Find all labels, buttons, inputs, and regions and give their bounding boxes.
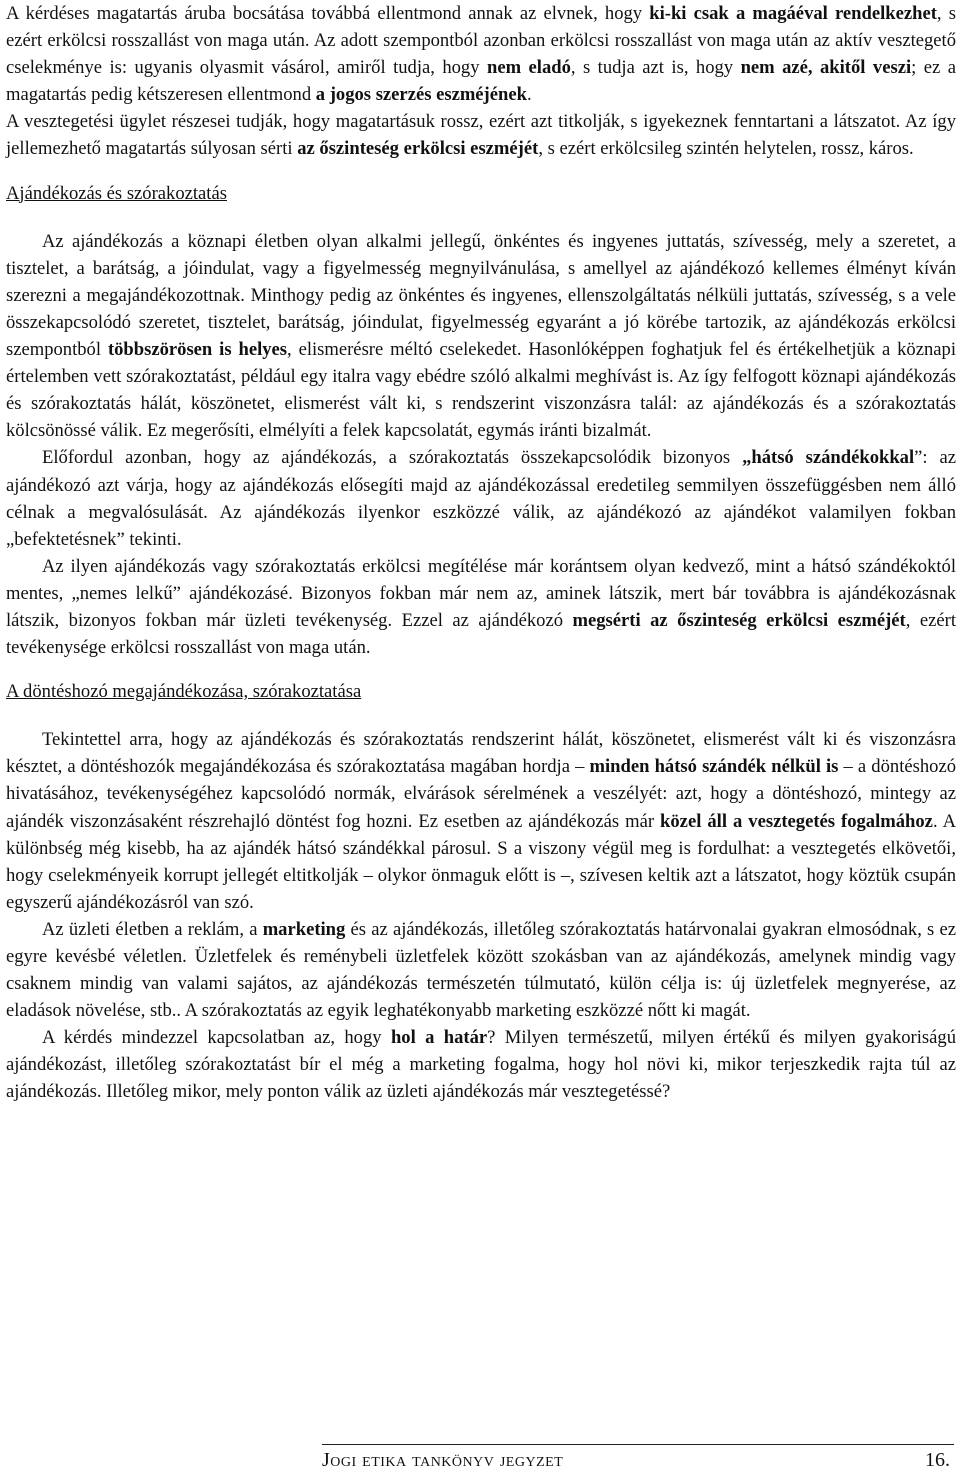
bold-text: minden hátsó szándék nélkül is (589, 756, 839, 778)
document-body (6, 0, 956, 1106)
text-run: , s ezért erkölcsi rosszallást von maga után. Az adott szempontból azonban erkölcsi rosszallást von maga után az aktív vesztegető cselekménye is: ugyanis olyasmit vásárol, amiről tudja, hogy (6, 3, 956, 79)
text-run: Az ilyen ajándékozás vagy szórakoztatás erkölcsi megítélése már korántsem olyan kedvező, mint a hátsó szándékoktól mentes, „nemes lelkű” ajándékozásé. Bizonyos fokban már nem az, aminek látszik, mert bár továbbra is ajándékozásnak látszik, bizonyos fokban már üzleti tevékenység. Ezzel az ajándékozó (6, 555, 956, 631)
text-run: , s ezért erkölcsileg szintén helytelen, rossz, káros. (538, 138, 914, 160)
paragraph (6, 0, 956, 108)
bold-text: marketing (262, 918, 346, 940)
text-run: – a döntéshozó hivatásához, tevékenységéhez kapcsolódó normák, elvárások sérelmének a veszélyét: azt, hogy a döntéshozó, mintegy az ajándék viszonzásaként részrehajló döntést fog hozni. Ez esetben az ajándékozás már (6, 756, 956, 832)
bold-text: hol a határ (390, 1027, 488, 1049)
paragraph (6, 553, 956, 661)
bold-text: megsérti az őszinteség erkölcsi eszméjét (572, 609, 906, 631)
text-run: Tekintettel arra, hogy az ajándékozás és szórakoztatás rendszerint hálát, köszönetet, elismerést vált ki és viszonzásra késztet, a döntéshozók megajándékozása és szórakoztatása magában hordja – (6, 729, 956, 778)
bold-text: a jogos szerzés eszméjének (315, 84, 527, 106)
text-run: A kérdéses magatartás áruba bocsátása továbbá ellentmond annak az elvnek, hogy (6, 3, 650, 24)
text-run: A kérdés mindezzel kapcsolatban az, hogy (42, 1027, 391, 1049)
text-run: ; ez a magatartás pedig kétszeresen ellentmond (6, 57, 956, 106)
paragraph (6, 726, 956, 916)
document-page (6, 0, 956, 1106)
text-run: , s tudja azt is, hogy (570, 57, 741, 79)
page-footer (0, 1444, 960, 1474)
text-run: , ezért tevékenysége erkölcsi rosszallást von maga után. (6, 609, 956, 659)
page-number: 16. (925, 1449, 950, 1471)
text-run: és az ajándékozás, illetőleg szórakoztatás határvonalai gyakran elmosódnak, s ez egyre kevésbé véletlen. Üzletfelek és reménybeli üzletfelek között szokásban van az ajándékozás, amelynek mindig vagy csaknem mindig van valami sajátos, az ajándékozás természetén túlmutató, külön célja is: új üzletfelek megnyerése, az eladások növelése, stb.. A szórakoztatás az egyik leghatékonyabb marketing eszközzé nőtt ki magát. (6, 918, 956, 1022)
paragraph (6, 916, 956, 1024)
paragraph (6, 108, 956, 162)
paragraph (6, 228, 956, 445)
section-heading: Ajándékozás és szórakoztatás (6, 182, 227, 204)
bold-text: az őszinteség erkölcsi eszméjét (297, 138, 539, 160)
section (6, 180, 956, 662)
text-run: , elismerésre méltó cselekedet. Hasonlóképpen foghatjuk fel és értékelhetjük a köznapi értelemben vett szórakoztatást, például egy italra vagy ebédre szóló alkalmi meghívást is. Az így felfogott köznapi ajándékozás és szórakoztatás hálát, köszönetet, elismerést vált ki, s rendszerint viszonzásra talál: az ajándékozás és a szórakoztatás kölcsönössé válik. Ez megerősíti, elmélyíti a felek kapcsolatát, egymás iránti bizalmát. (6, 339, 956, 442)
paragraph (6, 1024, 956, 1105)
bold-text: többszörösen is helyes (107, 339, 288, 361)
text-run: Az ajándékozás a köznapi életben olyan alkalmi jellegű, önkéntes és ingyenes juttatás, szívesség, mely a szeretet, a tisztelet, a barátság, a jóindulat, vagy a figyelmesség megnyilvánulása, s amellyel az ajándékozó kellemes élményt kíván szerezni a megajándékozottnak. Minthogy pedig az önkéntes és ingyenes, ellenszolgáltatás nélküli juttatás, szívesség, s a vele összekapcsolódó szeretet, tisztelet, barátság, jóindulat, figyelmesség egyaránt a jó körébe tartozik, az ajándékozás erkölcsi szempontból (6, 230, 956, 361)
paragraph (6, 444, 956, 552)
section (6, 0, 956, 163)
text-run: . A különbség még kisebb, ha az ajándék hátsó szándékkal párosul. S a viszony végül meg is fordulhat: a vesztegetés elkövetői, hogy cselekményeik korrupt jellegét eltitkolják – olykor önmaguk előtt is –, szívesen keltik azt a látszatot, hogy köztük csupán egyszerű ajándékozásról van szó. (6, 810, 956, 913)
text-run: ? Milyen természetű, milyen értékű és milyen gyakoriságú ajándékozást, illetőleg szórakoztatást bír el még a marketing fogalma, hogy hol növi ki, mikor terjeszkedik rajta túl az ajándékozás. Illetőleg mikor, mely ponton válik az üzleti ajándékozás már vesztegetéssé? (6, 1027, 957, 1103)
footer-title: Jogi etika tankönyv jegyzet (322, 1449, 564, 1471)
text-run: Az üzleti életben a reklám, a (42, 918, 263, 940)
bold-text: „hátsó szándékokkal (742, 447, 915, 469)
text-run: A vesztegetési ügylet részesei tudják, hogy magatartásuk rossz, ezért azt titkolják, s igyekeznek fenntartani a látszatot. Az így jellemezhető magatartás súlyosan sérti (6, 111, 956, 160)
section (6, 678, 956, 1105)
footer-rule (322, 1444, 954, 1445)
text-run: ”: az ajándékozó azt várja, hogy az ajándékozás elősegíti majd az ajándékozással eredetileg semmilyen összefüggésben nem álló célnak a megvalósulását. Az ajándékozás ilyenkor eszközzé válik, az ajándékozó az ajándékot valamilyen fokban „befektetésnek” tekinti. (6, 447, 957, 550)
text-run: . (526, 84, 532, 106)
section-heading: A döntéshozó megajándékozása, szórakoztatása (6, 681, 362, 703)
text-run: Előfordul azonban, hogy az ajándékozás, a szórakoztatás összekapcsolódik bizonyos (42, 447, 743, 469)
bold-text: ki-ki csak a magáéval rendelkezhet (649, 3, 937, 24)
bold-text: nem azé, akitől veszi (740, 57, 912, 79)
bold-text: nem eladó (486, 57, 571, 79)
bold-text: közel áll a vesztegetés fogalmához (660, 810, 933, 832)
